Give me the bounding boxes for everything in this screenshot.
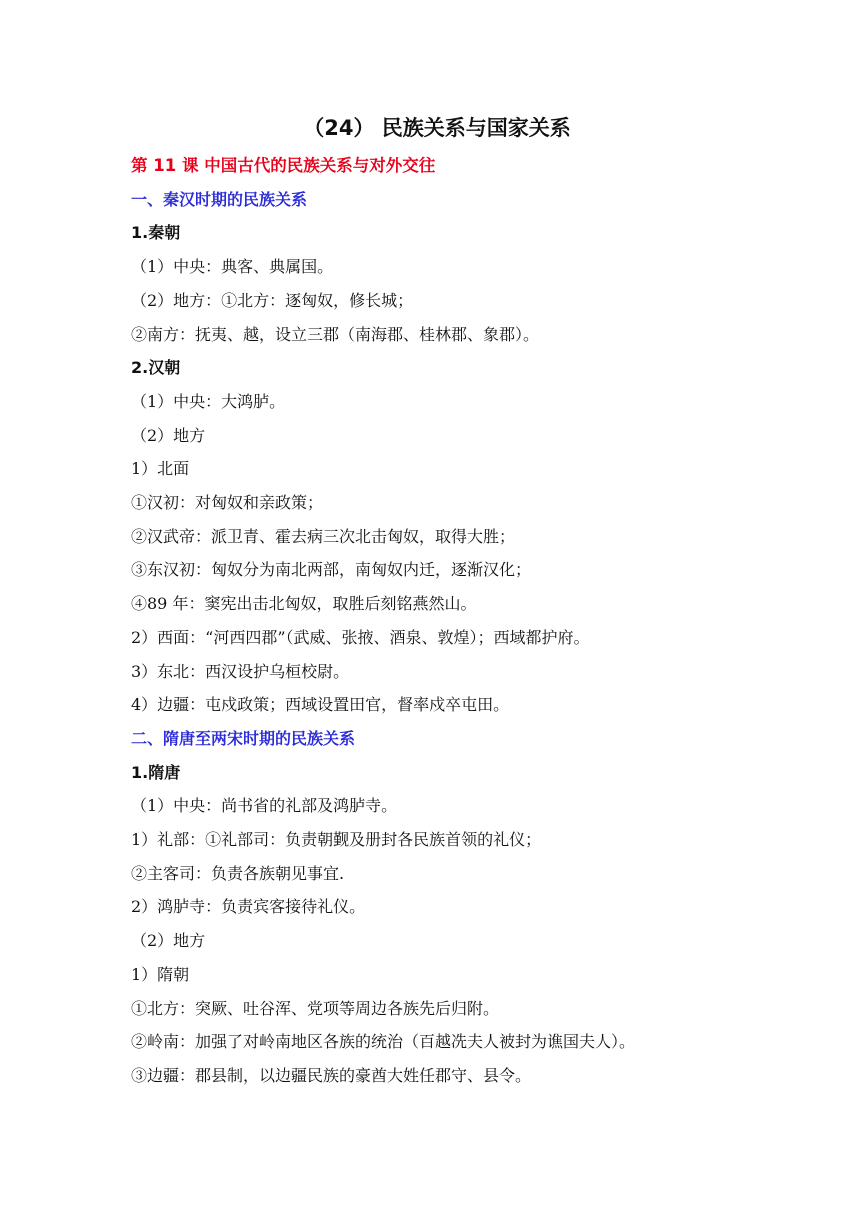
text-line: （1）中央：大鸿胪。 (131, 391, 286, 411)
lesson-heading: 第 11 课 中国古代的民族关系与对外交往 (131, 156, 436, 175)
text-line: 2）西面：“河西四郡”（武威、张掖、酒泉、敦煌）；西域都护府。 (131, 627, 590, 647)
text-line: ①北方：突厥、吐谷浑、党项等周边各族先后归附。 (131, 998, 500, 1018)
text-line: ②主客司：负责各族朝见事宜. (131, 863, 345, 883)
text-line: ②南方：抚夷、越，设立三郡（南海郡、桂林郡、象郡）。 (131, 324, 540, 344)
text-line: 2）鸿胪寺：负责宾客接待礼仪。 (131, 897, 366, 917)
text-line: ①汉初：对匈奴和亲政策； (131, 493, 324, 512)
subsection-heading: 1.秦朝 (131, 223, 181, 243)
text-line: （1）中央：典客、典属国。 (131, 257, 334, 277)
text-line: （2）地方 (131, 425, 206, 445)
text-line: 1）礼部：①礼部司：负责朝觐及册封各民族首领的礼仪； (131, 830, 542, 849)
text-line: ④89 年：窦宪出击北匈奴，取胜后刻铭燕然山。 (131, 594, 477, 614)
text-line: ②汉武帝：派卫青、霍去病三次北击匈奴，取得大胜； (131, 526, 516, 546)
text-line: （2）地方 (131, 931, 206, 951)
page-title: （24） 民族关系与国家关系 (303, 116, 571, 140)
text-line: 3）东北：西汉设护乌桓校尉。 (131, 661, 350, 681)
text-line: 1）北面 (131, 459, 190, 479)
subsection-heading: 1.隋唐 (131, 762, 181, 782)
text-line: 1）隋朝 (131, 964, 190, 984)
text-line: ③东汉初：匈奴分为南北两部，南匈奴内迁，逐渐汉化； (131, 560, 532, 580)
section-heading: 一、秦汉时期的民族关系 (131, 189, 308, 209)
text-line: （1）中央：尚书省的礼部及鸿胪寺。 (131, 796, 398, 816)
text-line: ③边疆：郡县制，以边疆民族的豪酋大姓任郡守、县令。 (131, 1065, 532, 1085)
text-line: （2）地方：①北方：逐匈奴，修长城； (131, 290, 414, 310)
text-line: ②岭南：加强了对岭南地区各族的统治（百越冼夫人被封为谯国夫人）。 (131, 1032, 636, 1052)
subsection-heading: 2.汉朝 (131, 358, 181, 378)
section-heading: 二、隋唐至两宋时期的民族关系 (131, 728, 356, 748)
text-line: 4）边疆：屯戍政策；西域设置田官，督率戍卒屯田。 (131, 695, 510, 715)
